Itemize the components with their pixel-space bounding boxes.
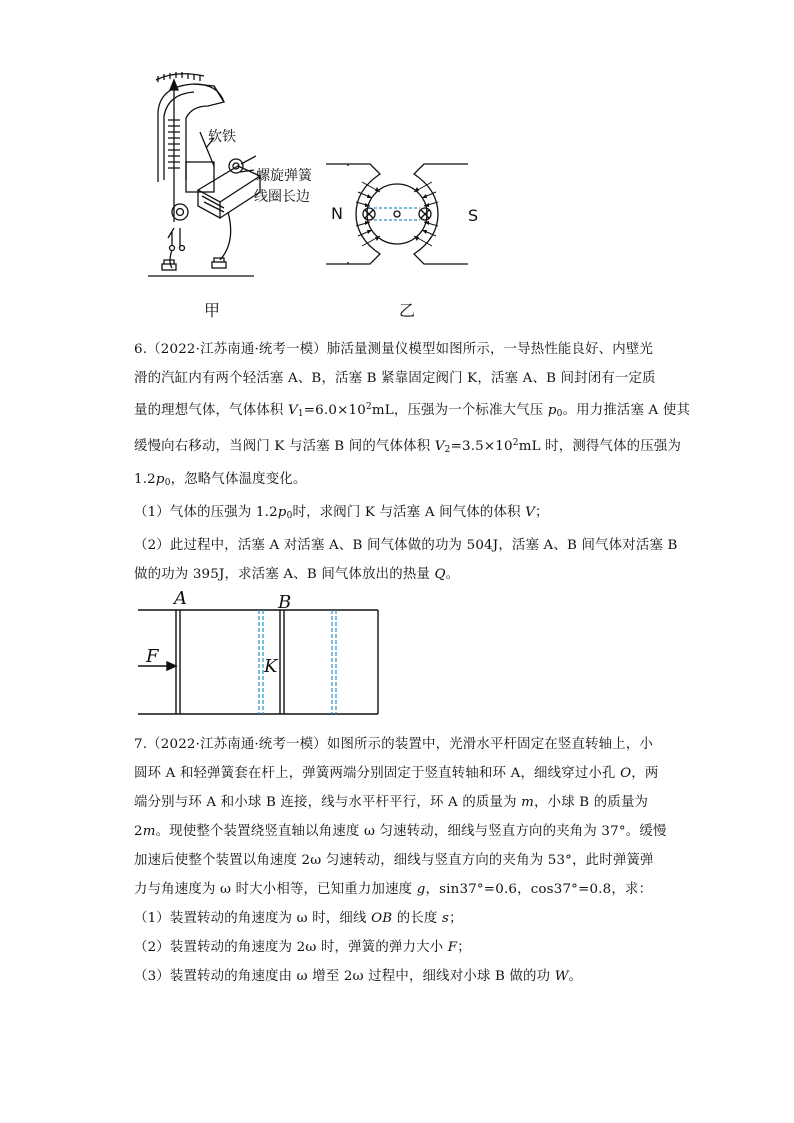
q6-subquestion-2-line-1: （2）此过程中，活塞 A 对活塞 A、B 间气体做的功为 504J，活塞 A、B 间气体对活塞 B: [134, 538, 678, 553]
q7-subquestion-3: （3）装置转动的角速度由 ω 增至 2ω 过程中，细线对小球 B 做的功 W。: [134, 969, 583, 984]
label-coil-long-side: 线圈长边: [254, 189, 310, 205]
question-7: [134, 730, 667, 991]
q7-subquestion-1: （1）装置转动的角速度为 ω 时，细线 OB 的长度 s；: [134, 911, 463, 926]
label-soft-iron: 软铁: [208, 129, 236, 145]
q6-line-1: 6.（2022·江苏南通·统考一模）肺活量测量仪模型如图所示，一导热性能良好、内壁光: [134, 342, 654, 357]
q6-line-4: 缓慢向右移动，当阀门 K 与活塞 B 间的气体体积 $V_2=3.5\times 10^2mL$ 时，测得气体的压强为: [134, 438, 682, 455]
caption-jia: 甲: [204, 301, 221, 320]
label-south-pole: S: [468, 206, 479, 225]
label-piston-b: B: [278, 592, 292, 613]
label-spiral-spring: 螺旋弹簧: [256, 168, 312, 184]
q7-line-4: 2m。现使整个装置绕竖直轴以角速度 ω 匀速转动，细线与竖直方向的夹角为 37°。缓慢: [134, 824, 667, 839]
q7-line-2: 圆环 A 和轻弹簧套在杆上，弹簧两端分别固定于竖直转轴和环 A，细线穿过小孔 O，两: [134, 766, 659, 781]
q6-line-5: $1.2p_0$，忽略气体温度变化。: [134, 472, 307, 488]
figure-radial-field: [322, 162, 472, 266]
q7-subquestion-2: （2）装置转动的角速度为 2ω 时，弹簧的弹力大小 F；: [134, 940, 471, 955]
q6-subquestion-2-line-2: 做的功为 395J，求活塞 A、B 间气体放出的热量 Q。: [134, 567, 460, 582]
q6-line-2: 滑的汽缸内有两个轻活塞 A、B，活塞 B 紧靠固定阀门 K，活塞 A、B 间封闭有一定质: [134, 371, 656, 386]
q7-line-1: 7.（2022·江苏南通·统考一模）如图所示的装置中，光滑水平杆固定在竖直转轴上，小: [134, 737, 654, 752]
label-valve-k: K: [264, 656, 278, 677]
q7-line-5: 加速后使整个装置以角速度 2ω 匀速转动，细线与竖直方向的夹角为 53°，此时弹簧弹: [134, 853, 654, 868]
q6-subquestion-1: （1）气体的压强为 $1.2p_0$时，求阀门 K 与活塞 A 间气体的体积 V；: [134, 505, 549, 521]
label-north-pole: N: [331, 204, 343, 223]
label-piston-a: A: [174, 588, 187, 609]
label-force-f: F: [146, 646, 159, 667]
figure-cylinder: [138, 604, 382, 720]
q7-line-6: 力与角速度为 ω 时大小相等，已知重力加速度 g，sin37°=0.6，cos37°=0.8，求：: [134, 882, 653, 897]
q7-line-3: 端分别与环 A 和小球 B 连接，线与水平杆平行，环 A 的质量为 m，小球 B 的质量为: [134, 795, 649, 810]
question-6: [134, 335, 691, 589]
q6-line-3: 量的理想气体，气体体积 $V_1=6.0\times 10^2mL$，压强为一个标准大气压 $p_0$。用力推活塞 A 使其: [134, 402, 691, 419]
caption-yi: 乙: [399, 301, 416, 320]
